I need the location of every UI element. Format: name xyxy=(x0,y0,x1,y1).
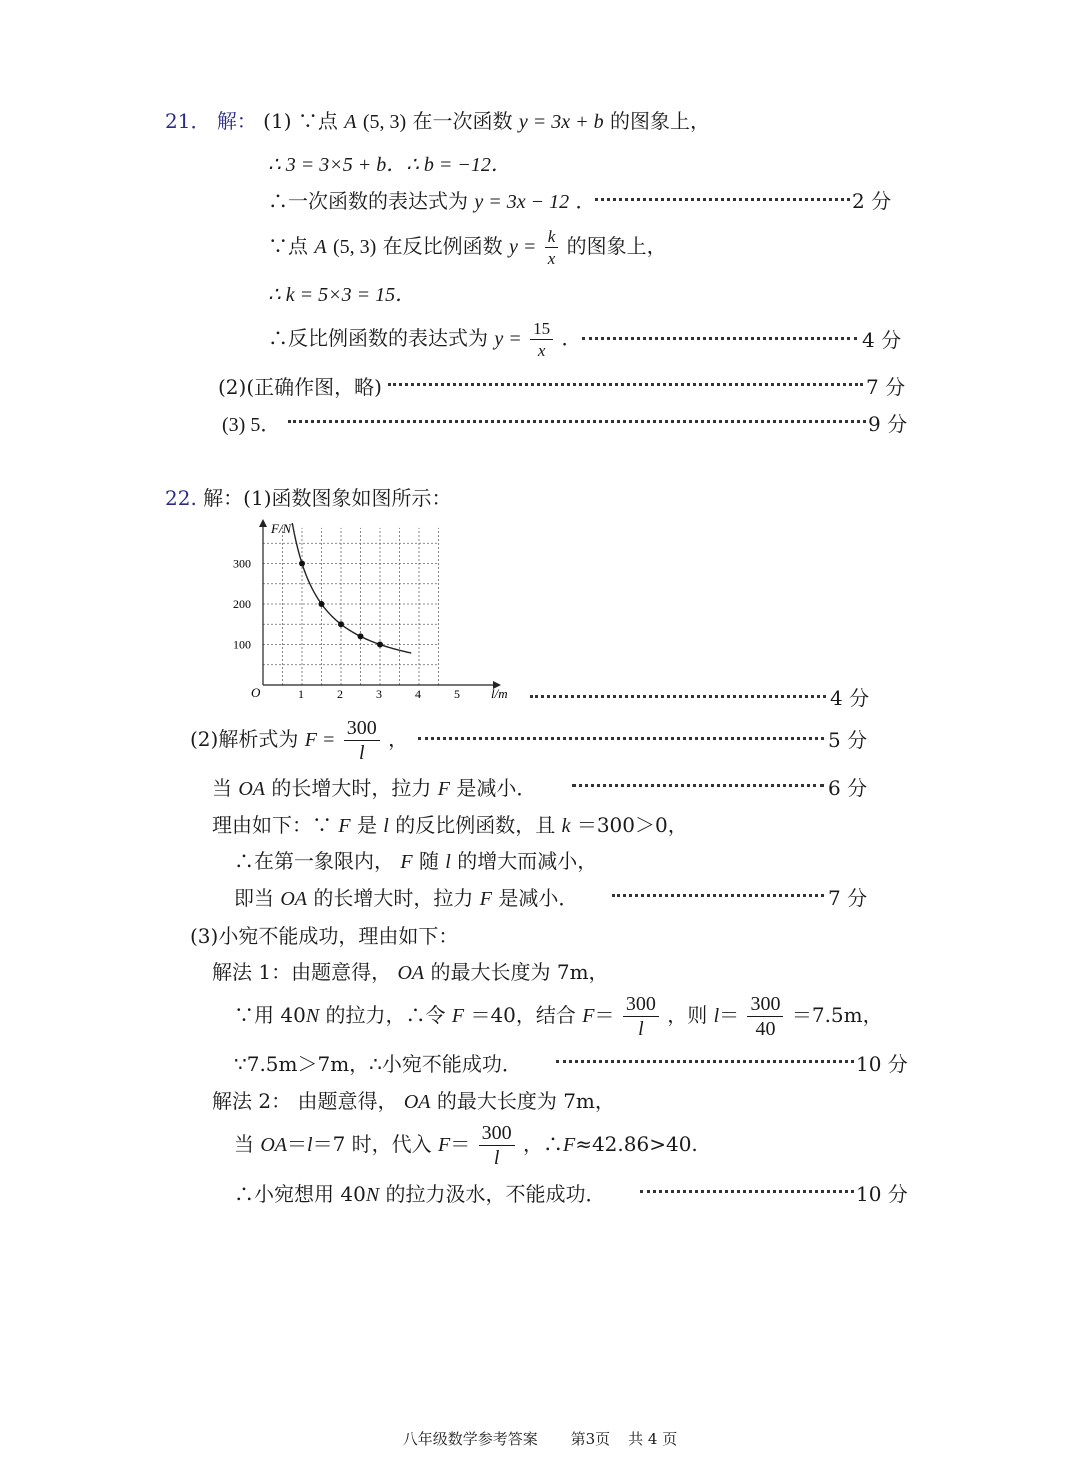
q22-line-4: 理由如下：∵ F 是 l 的反比例函数，且 k ＝300＞0， xyxy=(212,813,688,837)
y-axis-label: F/N xyxy=(271,521,292,536)
footer-page: 第3页 xyxy=(570,1430,611,1448)
q22-number: 22. xyxy=(165,486,197,510)
footer-title: 八年级数学参考答案 xyxy=(402,1430,538,1448)
q22-line-13: ∴小宛想用 40N 的拉力汲水，不能成功． xyxy=(234,1182,606,1206)
q22-line-12: 当 OA＝l＝7 时，代入 F＝ $\frac{300}{l}$ ，∴F≈42.86>40. xyxy=(234,1122,698,1169)
grid xyxy=(263,528,439,685)
data-point xyxy=(299,561,305,567)
data-point xyxy=(358,633,364,639)
q22-line-1: 22. 解：(1)函数图象如图所示： xyxy=(165,486,452,510)
page-footer xyxy=(0,1428,1080,1449)
fraction: $\frac{300}{l}$ xyxy=(623,994,659,1039)
x-tick-label: 3 xyxy=(376,687,382,701)
q22-line-2: (2)解析式为 F = $\frac{300}{l}$ ， xyxy=(190,717,409,764)
score-label: 5 分 xyxy=(828,728,868,752)
fraction: $\frac{15}{x}$ xyxy=(530,320,553,359)
leader-dots xyxy=(640,1188,854,1193)
q21-jie: 解： xyxy=(216,109,257,133)
x-axis-label: l/m xyxy=(491,686,508,701)
x-tick-label: 1 xyxy=(298,687,304,701)
score-label: 10 分 xyxy=(856,1052,908,1076)
leader-dots xyxy=(582,335,857,340)
q21-line-5: ∴ k = 5×3 = 15． xyxy=(268,284,416,306)
q22-line-8: 解法 1：由题意得， OA 的最大长度为 7m， xyxy=(212,960,609,984)
score-label: 9 分 xyxy=(868,412,908,436)
q22-line-10: ∵7.5m＞7m，∴小宛不能成功． xyxy=(234,1052,522,1076)
q21-line-4: ∵点 A (5, 3) 在反比例函数 y = $\frac{k}{x}$ 的图象上， xyxy=(268,227,667,268)
data-point xyxy=(338,621,344,627)
data-point xyxy=(319,601,325,607)
score-label: 4 分 xyxy=(862,328,902,352)
q21-line-6: ∴反比例函数的表达式为 y = $\frac{15}{x}$ ． xyxy=(268,319,582,360)
fraction: $\frac{k}{x}$ xyxy=(545,228,559,267)
y-axis-arrow-icon xyxy=(259,519,267,527)
data-point xyxy=(377,642,383,648)
score-label: 10 分 xyxy=(856,1182,908,1206)
curve xyxy=(292,523,411,653)
q21-line-2: ∴ 3 = 3×5 + b．∴ b = −12． xyxy=(268,154,511,176)
score-label: 6 分 xyxy=(828,776,868,800)
x-tick-label: 5 xyxy=(454,687,460,701)
leader-dots xyxy=(530,693,826,698)
y-tick-label: 200 xyxy=(233,597,251,611)
q22-line-5: ∴在第一象限内， F 随 l 的增大而减小， xyxy=(234,849,598,873)
footer-total: 共 4 页 xyxy=(628,1430,678,1448)
leader-dots xyxy=(388,381,863,386)
score-label: 2 分 xyxy=(852,189,892,213)
q22-line-11: 解法 2： 由题意得， OA 的最大长度为 7m， xyxy=(212,1089,615,1113)
q22-line-9: ∵用 40N 的拉力，∴令 F ＝40，结合 F＝ $\frac{300}{l}$ ，则 l＝ $\frac{300}{40}$ ＝7.5m， xyxy=(234,993,883,1040)
function-graph xyxy=(225,515,525,705)
q21-number: 21． xyxy=(165,109,211,133)
q21-line-3: ∴一次函数的表达式为 y = 3x − 12 ． xyxy=(268,189,596,213)
fraction: $\frac{300}{40}$ xyxy=(747,994,783,1039)
score-label: 7 分 xyxy=(828,886,868,910)
origin-label: O xyxy=(251,685,261,700)
fraction: $\frac{300}{l}$ xyxy=(344,718,380,763)
leader-dots xyxy=(595,196,850,201)
y-tick-label: 100 xyxy=(233,637,251,652)
fraction: $\frac{300}{l}$ xyxy=(479,1123,515,1168)
q21-line-8: (3) 5． xyxy=(222,414,281,436)
y-tick-label: 300 xyxy=(233,556,251,571)
q22-line-3: 当 OA 的长增大时，拉力 F 是减小． xyxy=(212,776,537,800)
q22-line-7: (3)小宛不能成功，理由如下： xyxy=(190,924,459,948)
x-tick-label: 4 xyxy=(415,687,421,701)
leader-dots xyxy=(418,735,824,740)
score-label: 7 分 xyxy=(866,375,906,399)
leader-dots xyxy=(556,1058,854,1063)
q22-line-6: 即当 OA 的长增大时，拉力 F 是减小． xyxy=(234,886,579,910)
leader-dots xyxy=(288,418,866,423)
q21-line-7: (2)(正确作图，略) xyxy=(218,375,382,399)
score-label: 4 分 xyxy=(830,686,870,710)
q21-line-1: 21． 解： (1) ∵点 A (5, 3) 在一次函数 y = 3x + b 的图象上， xyxy=(165,109,710,133)
leader-dots xyxy=(572,782,824,787)
x-tick-label: 2 xyxy=(337,687,343,701)
leader-dots xyxy=(612,892,824,897)
